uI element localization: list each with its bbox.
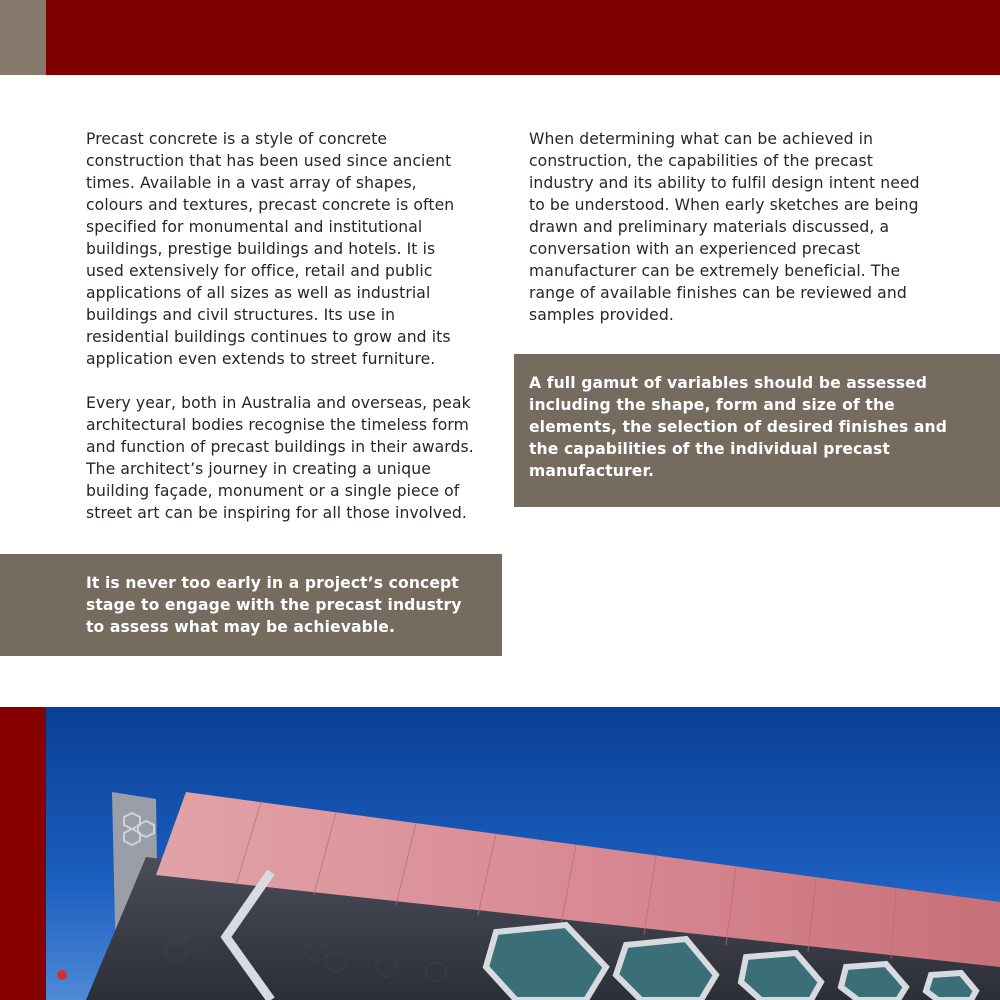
left-paragraph-1: Precast concrete is a style of concrete construction that has been used since ancient times. Available in a vast array of shapes, colours and textures, precast concrete is often specified for monumental and institutional buildings, prestige buildings and hotels. It is used extensively for office, retail and public applications of all sizes as well as industrial buildings and civil structures. Its use in residential buildings continues to grow and its application even extends to street furniture. xyxy=(86,130,455,368)
callout-box-right xyxy=(514,354,1000,507)
photo-red-strip xyxy=(0,707,46,1000)
callout-left-text: It is never too early in a project’s concept stage to engage with the precast industry to assess what may be achievable. xyxy=(86,574,462,636)
left-text-column xyxy=(86,128,478,546)
callout-box-left xyxy=(0,554,502,656)
flag-marker xyxy=(57,970,67,980)
building-photo xyxy=(0,707,1000,1000)
callout-right-text: A full gamut of variables should be assessed including the shape, form and size of the elements, the selection of desired finishes and the capabilities of the individual precast manufacturer. xyxy=(529,374,948,480)
header-gray-block xyxy=(0,0,46,75)
header-red-banner xyxy=(46,0,1000,75)
right-paragraph-1: When determining what can be achieved in construction, the capabilities of the precast industry and its ability to fulfil design intent need to be understood. When early sketches are being drawn and preliminary materials discussed, a conversation with an experienced precast manufacturer can be extremely beneficial. The range of available finishes can be reviewed and samples provided. xyxy=(529,130,920,324)
building-facade-photo xyxy=(46,707,1000,1000)
left-paragraph-2: Every year, both in Australia and overseas, peak architectural bodies recognise the timeless form and function of precast buildings in their awards. The architect’s journey in creating a unique building façade, monument or a single piece of street art can be inspiring for all those involved. xyxy=(86,394,474,522)
right-text-column xyxy=(529,128,929,348)
